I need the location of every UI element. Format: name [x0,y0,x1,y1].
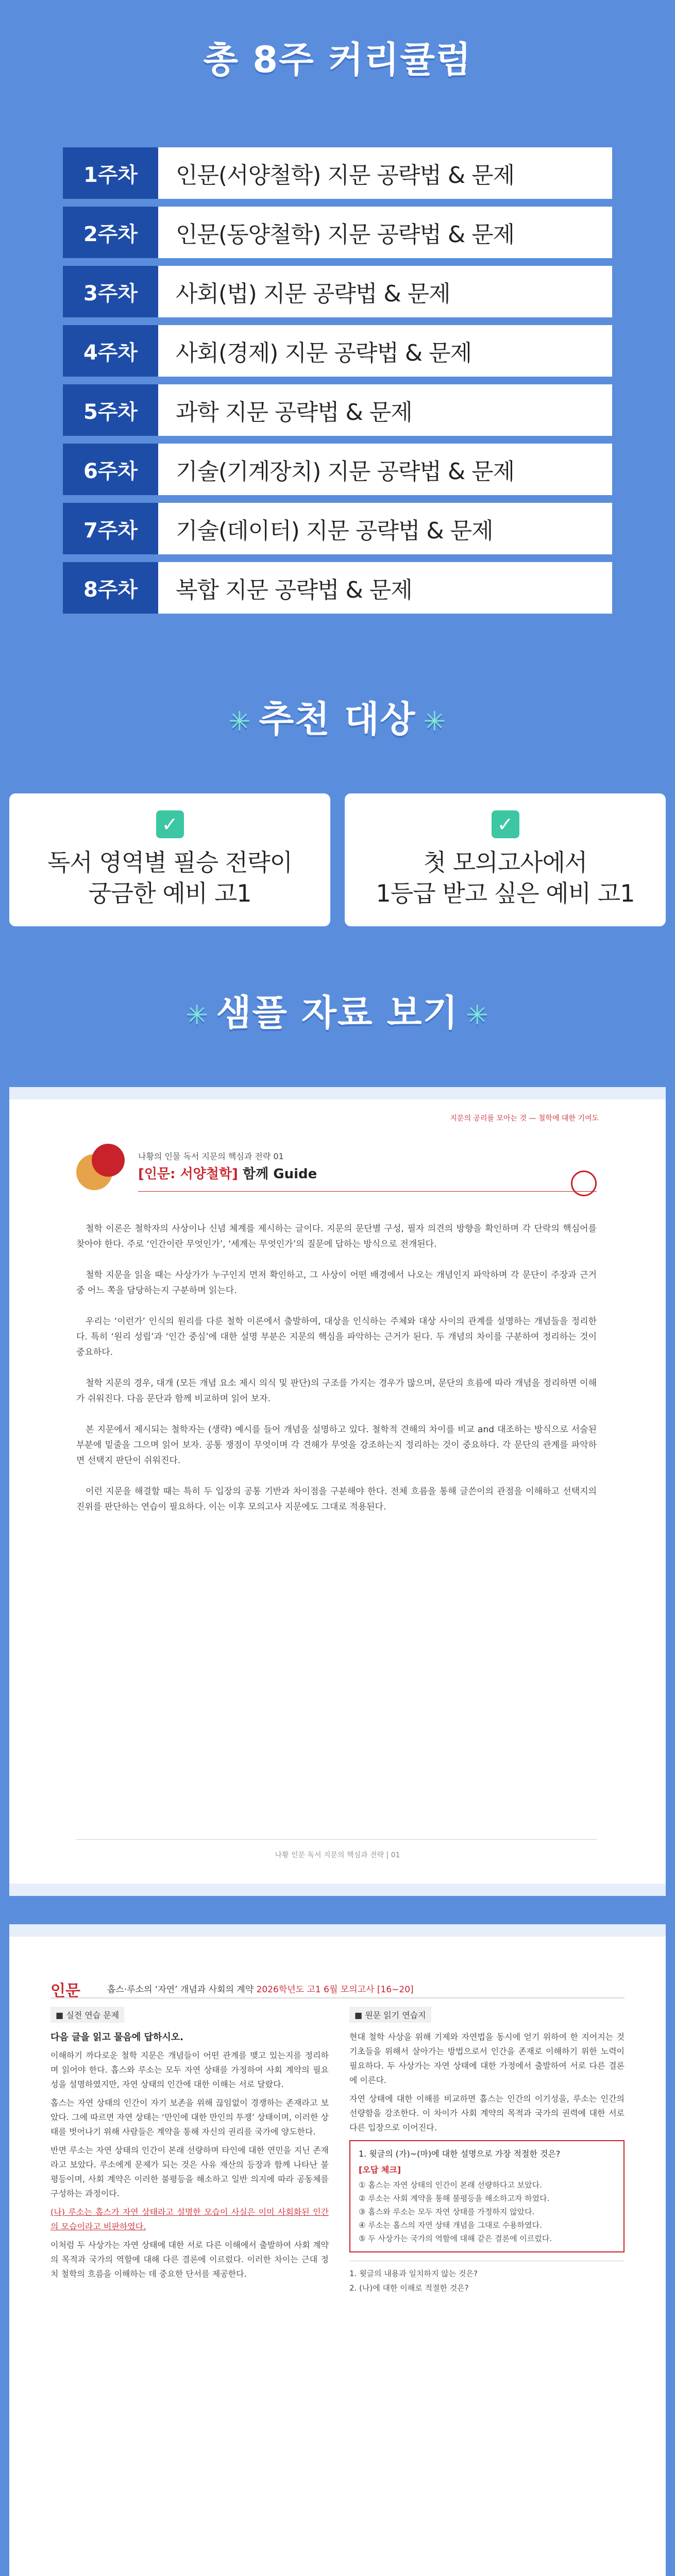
exam-title [107,1982,414,1995]
curriculum-week: 2주차 [63,207,158,258]
sparkle-icon: ✳ [423,706,447,737]
paragraph: 철학 이론은 철학자의 사상이나 신념 체계를 제시하는 글이다. 지문의 문단별 구성, 필자 의견의 방향을 확인하며 각 단락의 핵심어를 찾아야 한다. 주로 ‘인간이란 무엇인가’, ‘세계는 무엇인가’의 질문에 답하는 방식으로 전개된다. [76,1224,597,1249]
sample-page-1 [9,1087,666,1896]
sample-page-2 [9,1924,666,2576]
target-cards [9,793,666,926]
curriculum-desc: 인문(동양철학) 지문 공략법 & 문제 [158,207,612,258]
check-icon: ✓ [156,810,184,838]
answer-lines [349,2261,625,2295]
paragraph: 철학 지문의 경우, 대개 (모든 개념 요소 제시 의식 및 판단)의 구조를 가지는 경우가 많으며, 문단의 흐름에 따라 개념을 정리하면 이해가 쉬워진다. 다음 문단과 함께 비교하며 읽어 보자. [76,1378,597,1404]
curriculum-row [63,562,612,614]
answer-question: 1. 윗글의 내용과 일치하지 않는 것은? [349,2269,478,2278]
curriculum-week: 8주차 [63,562,158,614]
paragraph: 현대 철학 사상을 위해 기제와 자연법을 동시에 얻기 위하여 한 지어지는 것 기초들을 위해서 살아가는 방법으로서 인간을 존재로 이해하기 위한 노력이 필요하다. 두 사상가는 자연 상태에 대한 가정에서 출발하여 서로 다른 결론에 이른다. [349,2032,625,2085]
paragraph: 이런 지문을 해결할 때는 특히 두 입장의 공통 기반과 차이점을 구분해야 한다. 전체 흐름을 통해 글쓴이의 관점을 이해하고 선택지의 진위를 판단하는 연습이 필요하다. 이는 이후 모의고사 지문에도 그대로 적용된다. [76,1486,597,1512]
curriculum-row [63,325,612,377]
target-title [0,690,675,742]
paragraph: 홉스는 자연 상태의 인간이 자기 보존을 위해 끊임없이 경쟁하는 존재라고 보았다. 그에 따르면 자연 상태는 ‘만인에 대한 만인의 투쟁’ 상태이며, 이러한 상태를 벗어나기 위해 사람들은 계약을 통해 자신의 권리를 국가에 양도한다. [50,2098,329,2137]
curriculum-title [0,31,675,83]
target-card [345,793,666,926]
curriculum-row [63,147,612,199]
choice: ④ 루소는 홉스의 자연 상태 개념을 그대로 수용하였다. [359,2221,542,2230]
right-column [349,2007,625,2295]
page-edge-bar [9,1924,666,1937]
choice: ⑤ 두 사상가는 국가의 역할에 대해 같은 결론에 이르렀다. [359,2234,552,2243]
paragraph: 자연 상태에 대한 이해를 비교하면 홉스는 인간의 이기성을, 루소는 인간의 선량함을 강조한다. 이 차이가 사회 계약의 목적과 국가의 권력에 대한 서로 다른 입장으로 이어진다. [349,2094,625,2132]
target-card-line2: 1등급 받고 싶은 예비 고1 [376,879,635,907]
series-name: 나황의 인물 독서 지문의 핵심과 전략 01 [138,1151,284,1161]
curriculum-week: 5주차 [63,384,158,436]
red-circle-icon [92,1144,125,1177]
exam-header [50,1976,625,1998]
top-note: 지문의 공리를 모아는 것 — 철학에 대한 기여도 [450,1114,599,1123]
curriculum-desc: 인문(서양철학) 지문 공략법 & 문제 [158,147,612,199]
choice: ① 홉스는 자연 상태의 인간이 본래 선량하다고 보았다. [359,2180,542,2190]
page-edge-bar [9,1884,666,1896]
paragraph: 이처럼 두 사상가는 자연 상태에 대한 서로 다른 이해에서 출발하여 사회 계약의 목적과 국가의 역할에 대해 다른 결론에 이르렀다. 이러한 차이는 근대 정치 철학의 흐름을 이해하는 데 중요한 단서를 제공한다. [50,2240,329,2279]
curriculum-week: 4주차 [63,325,158,377]
curriculum-week: 3주차 [63,266,158,317]
curriculum-row [63,207,612,258]
paragraph: 이해하기 까다로운 철학 지문은 개념들이 어떤 관계를 맺고 있는지를 정리하며 읽어야 한다. 홉스와 루소는 모두 자연 상태를 가정하여 사회 계약의 필요성을 설명하였지만, 자연 상태의 인간에 대한 이해는 서로 달랐다. [50,2050,329,2089]
curriculum-desc: 사회(법) 지문 공략법 & 문제 [158,266,612,317]
paragraph: 우리는 ‘이런가’ 인식의 원리를 다룬 철학 이론에서 출발하여, 대상을 인식하는 주체와 대상 사이의 관계를 설명하는 개념들을 정리한다. 특히 ‘원리 성립’과 ‘인간 중심’에 대한 설명 부분은 지문의 핵심을 파악하는 근거가 된다. 두 개념의 차이를 구분하여 정리하는 것이 중요하다. [76,1316,597,1358]
target-title-text: 추천 대상 [259,698,416,740]
question-box-label: [오답 체크] [359,2165,401,2175]
guide-title-bracket: [인문: 서양철학] [138,1166,238,1182]
question-instruction: 다음 글을 읽고 물음에 답하시오. [50,2032,183,2043]
column-subtitle: ■ 원문 읽기 연습지 [349,2007,431,2023]
guide-body [76,1221,597,1530]
choice: ③ 홉스와 루소는 모두 자연 상태를 가정하지 않았다. [359,2207,535,2216]
page-edge-bar [9,1087,666,1099]
curriculum-week: 6주차 [63,444,158,495]
guide-title [138,1163,317,1182]
samples-title-text: 샘플 자료 보기 [216,992,459,1034]
highlighted-sentence: (나) 루소는 홉스가 자연 상태라고 설명한 모습이 사실은 이미 사회화된 인간의 모습이라고 비판하였다. [50,2207,329,2231]
curriculum-row [63,266,612,317]
exam-title-text: 홉스·루소의 ‘자연’ 개념과 사회의 계약 [107,1985,254,1995]
guide-title-rest: 함께 Guide [238,1166,317,1182]
page-footer: 나황 인문 독서 지문의 핵심과 전략 | 01 [275,1851,400,1859]
paragraph: 본 지문에서 제시되는 철학자는 (생략) 예시를 들어 개념을 설명하고 있다. 철학적 견해의 차이를 비교 and 대조하는 방식으로 서술된 부분에 밑줄을 그으며 읽어 보자. 공통 쟁점이 무엇이며 각 견해가 무엇을 강조하는지 정리하는 것이 중요하다. 각 문단의 관계를 파악하면 선택지 판단이 쉬워진다. [76,1425,597,1466]
exam-meta: 2026학년도 고1 6월 모의고사 [16~20] [256,1985,414,1995]
question-box [349,2140,625,2252]
question-text: 1. 윗글의 (가)~(마)에 대한 설명으로 가장 적절한 것은? [359,2149,561,2159]
curriculum-desc: 복합 지문 공략법 & 문제 [158,562,612,614]
ring-icon [571,1171,597,1196]
subject-label: 인문 [50,1982,80,2000]
guide-header [76,1144,597,1200]
target-card-line1: 독서 영역별 필승 전략이 [47,849,293,877]
divider [76,1839,597,1840]
curriculum-title-text: 총 8주 커리큘럼 [203,39,472,81]
left-column [50,2007,329,2285]
paragraph: 반면 루소는 자연 상태의 인간이 본래 선량하며 타인에 대한 연민을 지닌 존재라고 보았다. 루소에게 문제가 되는 것은 사유 재산의 등장과 함께 나타난 불평등이며, 사회 계약은 이러한 불평등을 해소하고 일반 의지에 따라 공동체를 구성하는 과정이다. [50,2145,329,2198]
sparkle-icon: ✳ [466,999,490,1031]
check-icon: ✓ [492,810,519,838]
samples-title [0,984,675,1036]
curriculum-desc: 기술(기계장치) 지문 공략법 & 문제 [158,444,612,495]
curriculum-row [63,384,612,436]
curriculum-week: 1주차 [63,147,158,199]
curriculum-desc: 과학 지문 공략법 & 문제 [158,384,612,436]
curriculum-row [63,444,612,495]
target-card [9,793,330,926]
curriculum-desc: 기술(데이터) 지문 공략법 & 문제 [158,503,612,554]
choice: ② 루소는 사회 계약을 통해 불평등을 해소하고자 하였다. [359,2194,550,2203]
curriculum-table [63,147,612,621]
target-card-line2: 궁금한 예비 고1 [88,879,251,907]
answer-question: 2. (나)에 대한 이해로 적절한 것은? [349,2283,469,2293]
sparkle-icon: ✳ [228,706,252,737]
curriculum-desc: 사회(경제) 지문 공략법 & 문제 [158,325,612,377]
divider [138,1191,597,1192]
paragraph: 철학 지문을 읽을 때는 사상가가 누구인지 먼저 확인하고, 그 사상이 어떤 배경에서 나오는 개념인지 파악하며 각 문단이 주장과 근거 중 어느 쪽을 담당하는지 구분하며 읽는다. [76,1270,597,1296]
column-subtitle: ■ 실전 연습 문제 [50,2007,124,2023]
curriculum-week: 7주차 [63,503,158,554]
sparkle-icon: ✳ [185,999,209,1031]
curriculum-row [63,503,612,554]
target-card-line1: 첫 모의고사에서 [423,849,587,877]
